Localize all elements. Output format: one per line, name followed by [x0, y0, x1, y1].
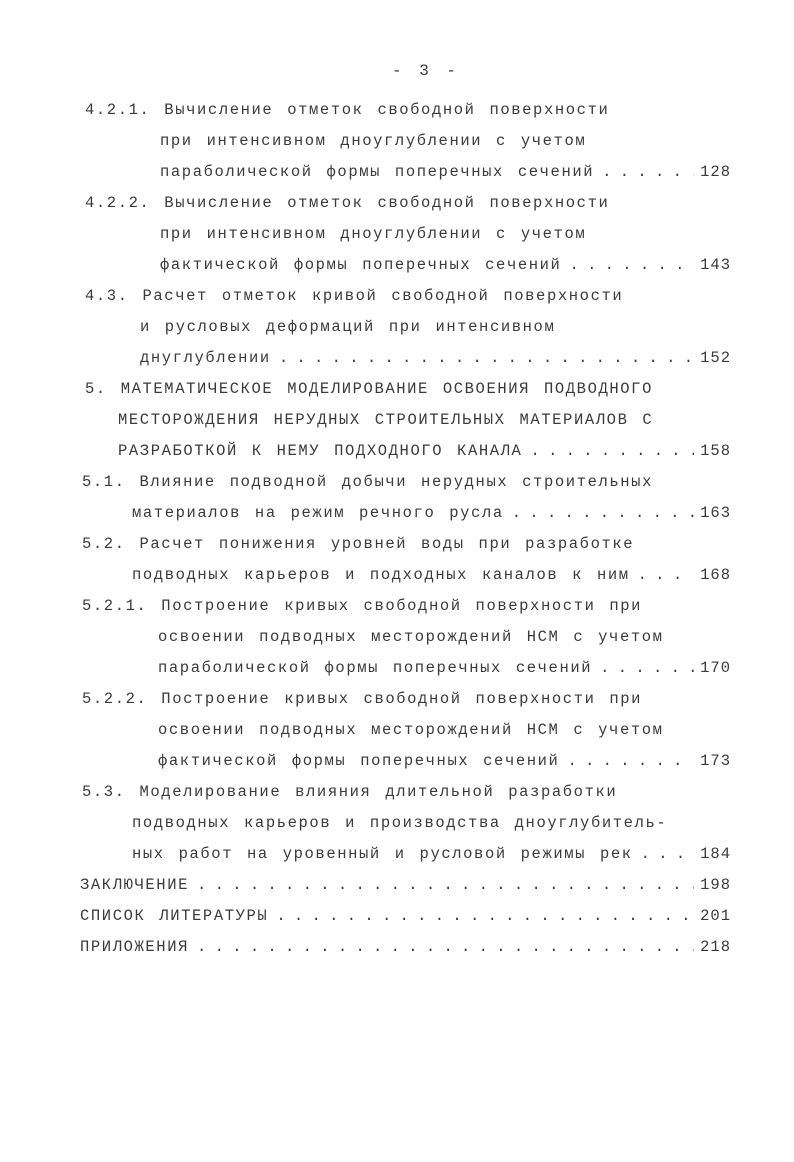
dot-leader — [641, 845, 694, 863]
toc-entry-text: подводных карьеров и производства дноуглубитель- — [132, 814, 668, 832]
toc-page-number: 201 — [700, 907, 731, 925]
toc-entry-text: РАЗРАБОТКОЙ К НЕМУ ПОДХОДНОГО КАНАЛА — [118, 442, 523, 460]
toc-entry-line — [158, 721, 664, 743]
toc-entry-line — [118, 442, 731, 464]
toc-page-number: 163 — [700, 504, 731, 522]
toc-entry-line — [82, 690, 642, 712]
toc-entry-text: освоении подводных месторождений НСМ с учетом — [158, 721, 664, 739]
toc-entry-text: 4.2.1. Вычисление отметок свободной поверхности — [85, 101, 610, 119]
toc-entry-text: 4.2.2. Вычисление отметок свободной поверхности — [85, 194, 610, 212]
toc-entry-text: СПИСОК ЛИТЕРАТУРЫ — [80, 907, 269, 925]
toc-entry-text: материалов на режим речного русла — [132, 504, 504, 522]
toc-entry-line — [160, 132, 586, 154]
toc-entry-line — [140, 349, 731, 371]
toc-entry-text: параболической формы поперечных сечений — [160, 163, 595, 181]
toc-entry-text: 5.3. Моделирование влияния длительной разработки — [82, 783, 618, 801]
toc-page-number: 158 — [700, 442, 731, 460]
dot-leader — [638, 566, 694, 584]
toc-entry-text: и русловых деформаций при интенсивном — [140, 318, 556, 336]
toc-entry-text: МЕСТОРОЖДЕНИЯ НЕРУДНЫХ СТРОИТЕЛЬНЫХ МАТЕРИАЛОВ С — [118, 411, 654, 429]
toc-entry-line — [118, 411, 653, 433]
toc-entry-text: ных работ на уровенный и русловой режимы рек — [132, 845, 633, 863]
toc-entry-line — [160, 163, 731, 185]
dot-leader — [602, 163, 694, 181]
toc-entry-line — [158, 628, 664, 650]
dot-leader — [600, 659, 694, 677]
toc-entry-line — [82, 597, 642, 619]
dot-leader — [197, 938, 694, 956]
toc-entry-text: 5. МАТЕМАТИЧЕСКОЕ МОДЕЛИРОВАНИЕ ОСВОЕНИЯ ПОДВОДНОГО — [85, 380, 653, 398]
toc-entry-text: 5.2.1. Построение кривых свободной поверхности при — [82, 597, 643, 615]
toc-entry-text: 4.3. Расчет отметок кривой свободной поверхности — [85, 287, 624, 305]
toc-entry-line — [132, 504, 731, 526]
toc-entry-text: параболической формы поперечных сечений — [158, 659, 593, 677]
toc-entry-text: подводных карьеров и подходных каналов к ним — [132, 566, 630, 584]
dot-leader — [569, 256, 694, 274]
page-number: - 3 - — [392, 62, 459, 80]
toc-page-number: 173 — [700, 752, 731, 770]
toc-page-number: 184 — [700, 845, 731, 863]
toc-entry-text: днуглублении — [140, 349, 271, 367]
toc-entry-text: фактической формы поперечных сечений — [160, 256, 562, 274]
toc-entry-text: при интенсивном дноуглублении с учетом — [160, 225, 587, 243]
dot-leader — [279, 349, 694, 367]
toc-entry-text: ЗАКЛЮЧЕНИЕ — [80, 876, 190, 894]
toc-entry-text: при интенсивном дноуглублении с учетом — [160, 132, 587, 150]
dot-leader — [197, 876, 694, 894]
dot-leader — [276, 907, 694, 925]
toc-entry-line — [80, 907, 731, 929]
toc-entry-line — [158, 659, 731, 681]
toc-entry-line — [80, 876, 731, 898]
toc-page-number: 168 — [700, 566, 731, 584]
toc-entry-line — [82, 535, 634, 557]
toc-entry-text: 5.2.2. Построение кривых свободной поверхности при — [82, 690, 643, 708]
toc-entry-line — [85, 194, 609, 216]
toc-entry-line — [85, 287, 623, 309]
toc-entry-text: освоении подводных месторождений НСМ с учетом — [158, 628, 664, 646]
toc-entry-line — [82, 783, 617, 805]
toc-entry-text: ПРИЛОЖЕНИЯ — [80, 938, 190, 956]
toc-entry-line — [82, 473, 653, 495]
toc-entry-line — [80, 938, 731, 960]
toc-entry-line — [132, 845, 731, 867]
toc-entry-text: 5.2. Расчет понижения уровней воды при разработке — [82, 535, 635, 553]
toc-entry-line — [160, 256, 731, 278]
toc-page-number: 128 — [700, 163, 731, 181]
toc-page-number: 152 — [700, 349, 731, 367]
toc-entry-line — [140, 318, 555, 340]
toc-entry-line — [85, 101, 609, 123]
toc-page-number: 218 — [700, 938, 731, 956]
toc-entry-line — [132, 566, 731, 588]
toc-page-number: 198 — [700, 876, 731, 894]
toc-entry-line — [158, 752, 731, 774]
toc-entry-line — [85, 380, 653, 402]
toc-entry-line — [160, 225, 586, 247]
dot-leader — [530, 442, 694, 460]
dot-leader — [567, 752, 694, 770]
toc-entry-text: фактической формы поперечных сечений — [158, 752, 560, 770]
dot-leader — [512, 504, 694, 522]
toc-page-number: 143 — [700, 256, 731, 274]
toc-page-number: 170 — [700, 659, 731, 677]
toc-entry-line — [132, 814, 667, 836]
toc-entry-text: 5.1. Влияние подводной добычи нерудных строительных — [82, 473, 653, 491]
